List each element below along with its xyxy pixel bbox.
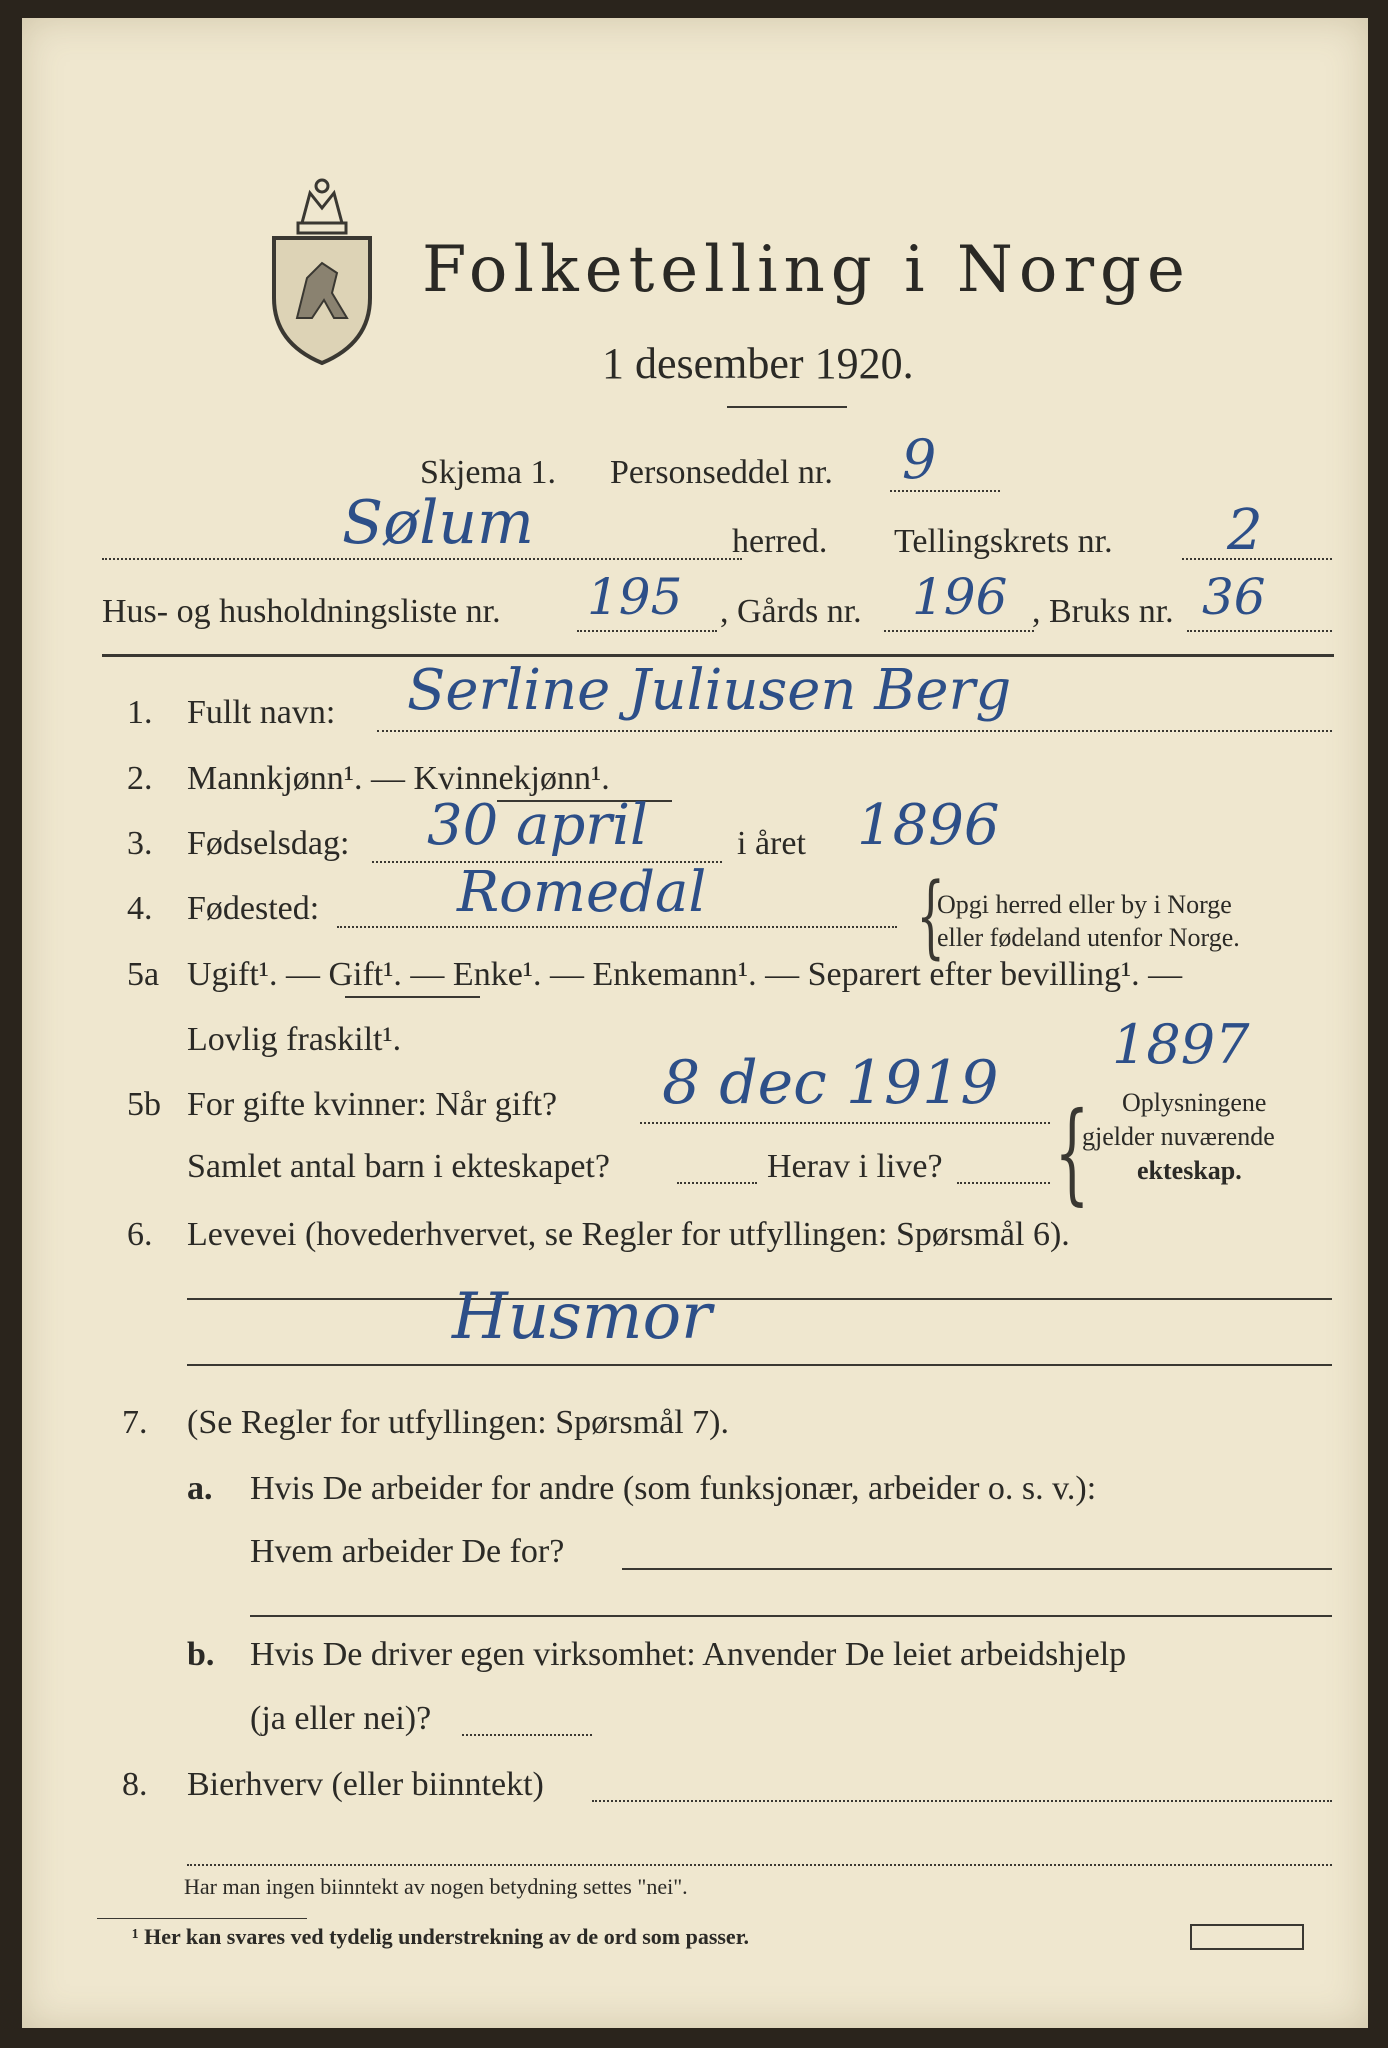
q7a-line1	[622, 1568, 1332, 1570]
q3-year-label: i året	[737, 825, 806, 862]
q7a-label: Hvis De arbeider for andre (som funksjonær, arbeider o. s. v.):	[250, 1470, 1097, 1507]
q8-note: Har man ingen biinntekt av nogen betydning settes "nei".	[184, 1874, 688, 1899]
q1-full-name-value: Serline Juliusen Berg	[407, 658, 1012, 723]
schema-label: Skjema 1.	[420, 454, 556, 491]
q5b-line	[640, 1122, 1050, 1124]
q8-line1	[592, 1800, 1332, 1802]
q6-line1	[187, 1298, 1332, 1300]
q4-brace: {	[916, 864, 945, 969]
krets-nr-value: 2	[1227, 498, 1263, 563]
gaards-label: , Gårds nr.	[720, 593, 862, 630]
q3-year-value: 1896	[857, 793, 1000, 858]
q1-line	[377, 730, 1332, 732]
footnote-divider	[97, 1918, 307, 1919]
herred-line	[102, 558, 742, 560]
herred-value: Sølum	[342, 488, 534, 558]
hus-nr-value: 195	[587, 568, 683, 626]
census-date: 1 desember 1920.	[602, 339, 914, 388]
person-label: Personseddel nr.	[610, 454, 833, 491]
q4-note-line1: Opgi herred eller by i Norge	[937, 890, 1232, 919]
q5b-alive-label: Herav i live?	[767, 1148, 943, 1185]
q4-line	[337, 926, 897, 928]
q5a-line2: Lovlig fraskilt¹.	[187, 1021, 402, 1058]
q5b-number: 5b	[127, 1086, 161, 1123]
q5b-children-label: Samlet antal barn i ekteskapet?	[187, 1148, 610, 1185]
person-nr-value: 9	[902, 428, 937, 491]
q3-number: 3.	[127, 825, 153, 862]
krets-label: Tellingskrets nr.	[894, 523, 1113, 560]
q3-birthday-value: 30 april	[427, 793, 648, 858]
q7b-line	[462, 1734, 592, 1736]
q4-number: 4.	[127, 890, 153, 927]
printer-stamp	[1190, 1924, 1304, 1950]
q5b-note-line2: gjelder nuværende	[1082, 1122, 1275, 1151]
q7a-question: Hvem arbeider De for?	[250, 1533, 565, 1570]
q7-number: 7.	[122, 1404, 148, 1441]
q8-label: Bierhverv (eller biinntekt)	[187, 1766, 544, 1803]
hus-nr-line	[577, 630, 717, 632]
q5b-married-value: 8 dec 1919	[662, 1048, 999, 1118]
q1-number: 1.	[127, 694, 153, 731]
q7a-letter: a.	[187, 1470, 213, 1507]
q7a-line2	[250, 1615, 1332, 1617]
q4-label: Fødested:	[187, 890, 320, 927]
header-divider	[102, 654, 1334, 657]
gaards-nr-line	[884, 630, 1034, 632]
q4-note-line2: eller fødeland utenfor Norge.	[937, 923, 1240, 952]
form-title: Folketelling i Norge	[422, 233, 1191, 307]
person-nr-line	[890, 490, 1000, 492]
q5a-gift-underline	[345, 996, 480, 998]
bruks-label: , Bruks nr.	[1032, 593, 1174, 630]
q5b-label: For gifte kvinner: Når gift?	[187, 1086, 558, 1123]
footnote: ¹ Her kan svares ved tydelig understrekning av de ord som passer.	[132, 1924, 749, 1949]
q6-line2	[187, 1364, 1332, 1366]
q7b-label: Hvis De driver egen virksomhet: Anvender De leiet arbeidshjelp	[250, 1636, 1127, 1673]
norway-coat-of-arms-icon	[262, 168, 382, 368]
q7b-question: (ja eller nei)?	[250, 1700, 432, 1737]
q5a-number: 5a	[127, 956, 160, 993]
herred-label: herred.	[732, 523, 828, 560]
bruks-nr-value: 36	[1202, 568, 1266, 626]
census-form-sheet	[22, 18, 1368, 2028]
q5b-children-line	[677, 1182, 757, 1184]
q7b-letter: b.	[187, 1636, 215, 1673]
q8-number: 8.	[122, 1766, 148, 1803]
q7-label: (Se Regler for utfyllingen: Spørsmål 7).	[187, 1404, 730, 1441]
q4-birthplace-value: Romedal	[457, 860, 707, 925]
q1-label: Fullt navn:	[187, 694, 336, 731]
q5a-line1: Ugift¹. — Gift¹. — Enke¹. — Enkemann¹. — Separert efter bevilling¹. —	[187, 956, 1183, 993]
title-divider	[727, 406, 847, 408]
q8-line2	[187, 1864, 1332, 1866]
krets-nr-line	[1182, 558, 1332, 560]
bruks-nr-line	[1187, 630, 1332, 632]
q2-number: 2.	[127, 760, 153, 797]
q5b-note-line1: Oplysningene	[1122, 1088, 1267, 1117]
q6-occupation-value: Husmor	[452, 1280, 712, 1354]
q5b-alive-line	[957, 1182, 1050, 1184]
q5b-margin-note: 1897	[1112, 1013, 1250, 1076]
q3-label: Fødselsdag:	[187, 825, 350, 862]
q6-number: 6.	[127, 1216, 153, 1253]
gaards-nr-value: 196	[912, 568, 1008, 626]
q5b-brace: {	[1054, 1088, 1090, 1216]
q2-label: Mannkjønn¹. — Kvinnekjønn¹.	[187, 760, 610, 797]
hus-label: Hus- og husholdningsliste nr.	[102, 593, 501, 630]
q5b-note-line3: ekteskap.	[1137, 1156, 1242, 1185]
q6-label: Levevei (hovederhvervet, se Regler for utfyllingen: Spørsmål 6).	[187, 1216, 1070, 1253]
